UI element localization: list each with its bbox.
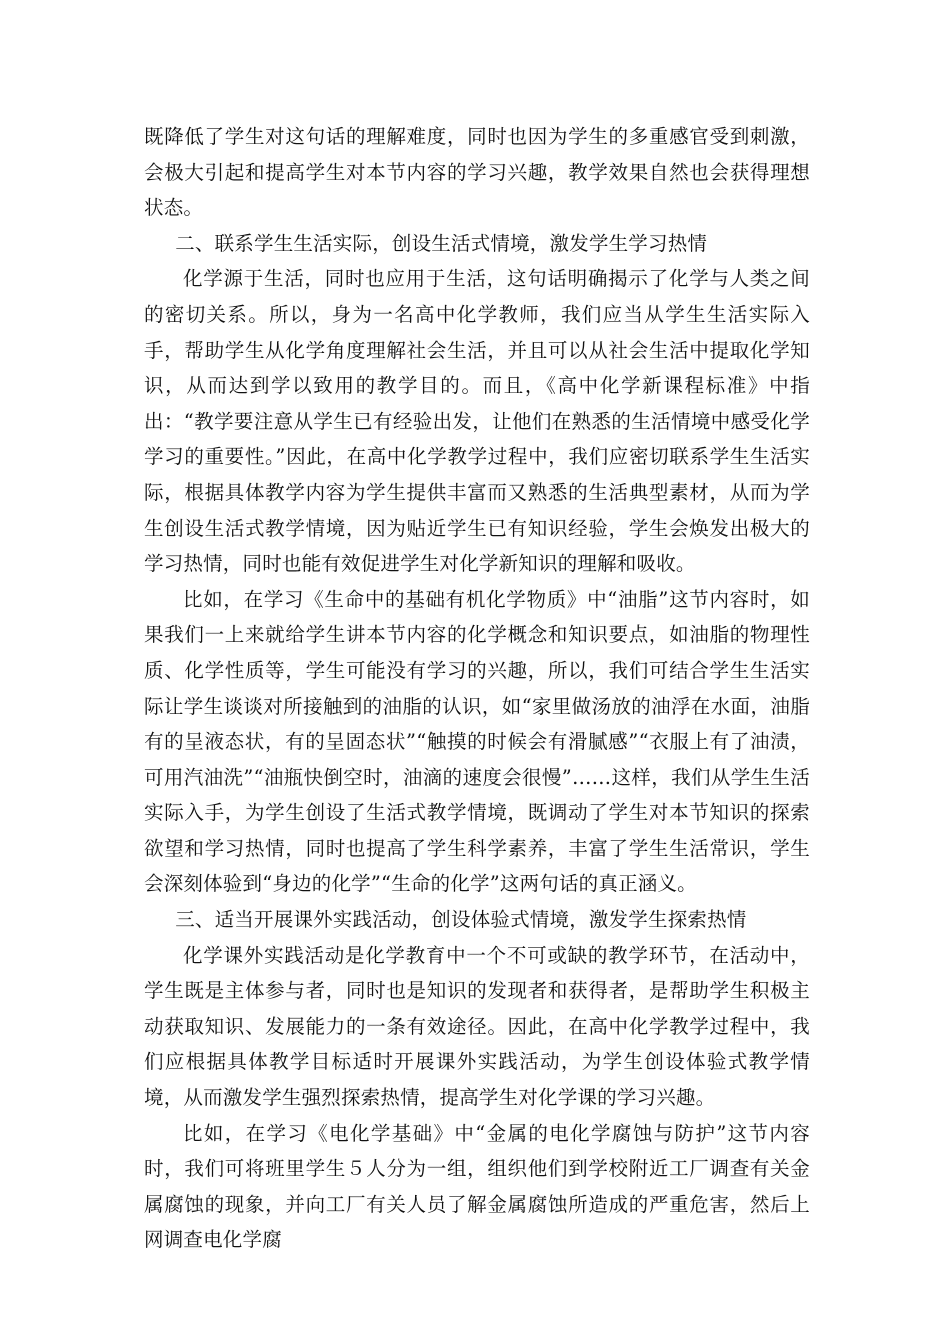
section-heading-three: 三、适当开展课外实践活动，创设体验式情境，激发学生探索热情 (175, 908, 747, 932)
section-heading-two: 二、联系学生生活实际，创设生活式情境，激发学生学习热情 (175, 231, 708, 255)
paragraph-body: 比如，在学习《电化学基础》中“金属的电化学腐蚀与防护”这节内容时，我们可将班里学生５人分为一组，组织他们到学校附近工厂调查有关金属腐蚀的现象，并向工厂有关人员了解金属腐蚀所造成的严重危害，然后上网调查电化学腐 (144, 1121, 810, 1252)
paragraph-body: 化学课外实践活动是化学教育中一个不可或缺的教学环节，在活动中，学生既是主体参与者，同时也是知识的发现者和获得者，是帮助学生积极主动获取知识、发展能力的一条有效途径。因此，在高中化学教学过程中，我们应根据具体教学目标适时开展课外实践活动，为学生创设体验式教学情境，从而激发学生强烈探索热情，提高学生对化学课的学习兴趣。 (144, 943, 810, 1110)
paragraph-body: 比如，在学习《生命中的基础有机化学物质》中“油脂”这节内容时，如果我们一上来就给学生讲本节内容的化学概念和知识要点，如油脂的物理性质、化学性质等，学生可能没有学习的兴趣，所以，我们可结合学生生活实际让学生谈谈对所接触到的油脂的认识，如“家里做汤放的油浮在水面，油脂有的呈液态状，有的呈固态状”“触摸的时候会有滑腻感”“衣服上有了油渍，可用汽油洗”“油瓶快倒空时，油滴的速度会很慢”……这样，我们从学生生活实际入手，为学生创设了生活式教学情境，既调动了学生对本节知识的探索欲望和学习热情，同时也提高了学生科学素养，丰富了学生生活常识，学生会深刻体验到“身边的化学”“生命的化学”这两句话的真正涵义。 (144, 587, 810, 896)
paragraph-body: 化学源于生活，同时也应用于生活，这句话明确揭示了化学与人类之间的密切关系。所以，身为一名高中化学教师，我们应当从学生生活实际入手，帮助学生从化学角度理解社会生活，并且可以从社会生活中提取化学知识，从而达到学以致用的教学目的。而且，《高中化学新课程标准》中指出：“教学要注意从学生已有经验出发，让他们在熟悉的生活情境中感受化学学习的重要性。”因此，在高中化学教学过程中，我们应密切联系学生生活实际，根据具体教学内容为学生提供丰富而又熟悉的生活典型素材，从而为学生创设生活式教学情境，因为贴近学生已有知识经验，学生会焕发出极大的学习热情，同时也能有效促进学生对化学新知识的理解和吸收。 (144, 267, 810, 576)
paragraph-continuation: 既降低了学生对这句话的理解难度，同时也因为学生的多重感官受到刺激，会极大引起和提高学生对本节内容的学习兴趣，教学效果自然也会获得理想状态。 (144, 125, 810, 220)
document-page (144, 119, 810, 1258)
